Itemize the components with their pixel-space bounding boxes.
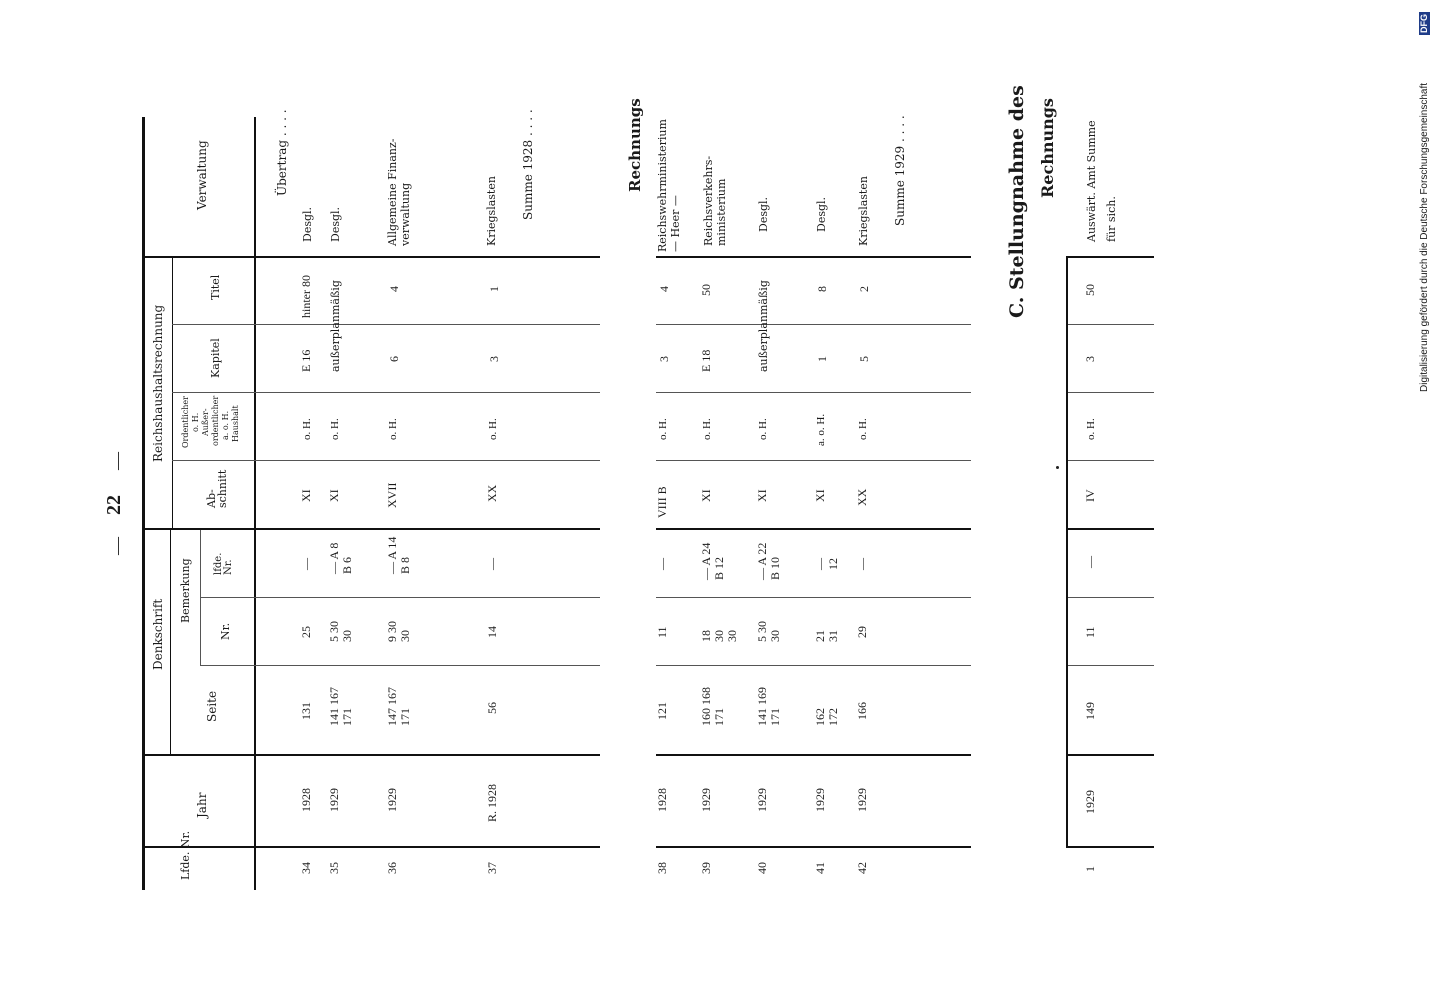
row-4-nr: 14 — [485, 626, 499, 638]
page-dash-right: — — [107, 452, 127, 470]
row-7-haushalt: o. H. — [701, 418, 713, 440]
row-8-seite: 141 169 171 — [755, 687, 782, 726]
col-sep-haushalt-lower — [656, 392, 971, 393]
row-3-lnr: — A 14 B 8 — [385, 536, 412, 574]
row-9-haushalt: a. o. H. — [815, 413, 827, 446]
row-3-verwaltung: Allgemeine Finanz- verwaltung — [386, 138, 412, 246]
header-haushalt-6: Haushalt — [231, 405, 240, 442]
header-titel: Titel — [209, 274, 222, 300]
row-12-verwaltung: Auswärt. Amt Summe für sich. — [1085, 120, 1118, 242]
row-8-haushalt: o. H. — [757, 418, 769, 440]
side-credit: Digitalisierung gefördert durch die Deutsche Forschungsgemeinschaft — [1419, 82, 1430, 392]
row-6-jahr: 1928 — [655, 788, 669, 812]
row-6-seite: 121 — [655, 702, 669, 720]
row-7-titel: 50 — [699, 284, 713, 296]
row-7-jahr: 1929 — [699, 788, 713, 812]
row-9-jahr: 1929 — [813, 788, 827, 812]
row-6-titel: 4 — [657, 286, 671, 292]
row-3-kapitel: 6 — [387, 356, 401, 362]
header-verwaltung: Verwaltung — [195, 140, 209, 210]
col-sep-kapitel — [172, 324, 600, 325]
c-block-left-border — [1066, 256, 1068, 848]
row-3-seite: 147 167 171 — [385, 687, 412, 726]
row-7-lfde: 39 — [699, 862, 713, 874]
section-c-title: C. Stellungnahme des — [1006, 85, 1028, 318]
col-sep-abschnitt — [172, 460, 600, 461]
row-7-abschnitt: XI — [699, 489, 713, 502]
row-8-kapitel: außerplanmäßig — [757, 280, 770, 372]
row-10-verwaltung: Kriegslasten — [857, 176, 870, 246]
row-3-nr: 9 30 30 — [385, 621, 412, 642]
header-bottom-line — [254, 117, 256, 890]
header-sub-line-rhr — [172, 258, 173, 530]
header-kapitel: Kapitel — [209, 338, 222, 378]
col-sep-nr-lower — [656, 597, 971, 598]
col-sep-haushalt-c — [1068, 392, 1154, 393]
row-8-lnr: — A 22 B 10 — [755, 542, 782, 580]
row-2-kapitel: außerplanmäßig — [329, 280, 342, 372]
row-12-haushalt: o. H. — [1085, 418, 1097, 440]
row-9-abschnitt: XI — [813, 489, 827, 502]
row-12-titel: 50 — [1083, 284, 1097, 296]
row-4-abschnitt: XX — [485, 484, 499, 502]
row-9-lfde: 41 — [813, 862, 827, 874]
row-12-kapitel: 3 — [1083, 356, 1097, 362]
header-sub-line-denkschrift — [170, 530, 171, 754]
col-sep-seite — [200, 665, 600, 666]
row-3-titel: 4 — [387, 286, 401, 292]
row-12-seite: 149 — [1083, 702, 1097, 720]
row-9-kapitel: 1 — [815, 356, 829, 362]
row-1-abschnitt: XI — [299, 489, 313, 502]
row-4-seite: 56 — [485, 702, 499, 714]
col-sep-lfde-lower — [656, 846, 971, 848]
row-4-verwaltung: Kriegslasten — [485, 176, 498, 246]
row-11-verwaltung: Summe 1929 . . . . — [893, 115, 907, 226]
row-6-abschnitt: VIII B — [655, 486, 669, 518]
header-bemerkung: Bemerkung — [179, 558, 192, 623]
row-7-lnr: — A 24 B 12 — [699, 542, 726, 580]
row-12-nr: 11 — [1083, 626, 1097, 638]
row-3-abschnitt: XVII — [385, 482, 399, 508]
col-sep-kapitel-lower — [656, 324, 971, 325]
row-9-verwaltung: Desgl. — [815, 196, 828, 232]
row-12-abschnitt: IV — [1083, 489, 1097, 502]
row-4-kapitel: 3 — [487, 356, 501, 362]
col-sep-bemerkung — [142, 528, 600, 530]
row-9-seite: 162 172 — [813, 708, 840, 726]
row-9-nr: 21 31 — [813, 630, 840, 642]
row-8-abschnitt: XI — [755, 489, 769, 502]
row-2-seite: 141 167 171 — [327, 687, 354, 726]
table-left-border — [142, 117, 145, 890]
row-4-lnr: — — [485, 558, 499, 570]
row-1-lfde: 34 — [299, 862, 313, 874]
scan-speck — [1056, 466, 1059, 469]
dfg-logo: DFG — [1419, 14, 1429, 33]
row-10-lfde: 42 — [855, 862, 869, 874]
row-2-abschnitt: XI — [327, 489, 341, 502]
col-sep-jahr-lower — [656, 754, 971, 756]
row-10-abschnitt: XX — [855, 488, 869, 506]
header-haushalt-1: Ordentlicher — [181, 396, 190, 448]
row-10-jahr: 1929 — [855, 788, 869, 812]
col-sep-haushalt — [172, 392, 600, 393]
row-12-lfde: 1 — [1083, 866, 1097, 872]
col-sep-bemerkung-c — [1068, 528, 1154, 530]
row-6-verwaltung: Reichswehrministerium — Heer — — [656, 119, 682, 252]
row-4-haushalt: o. H. — [487, 418, 499, 440]
row-6-nr: 11 — [655, 626, 669, 638]
row-2-haushalt: o. H. — [329, 418, 341, 440]
row-6-lfde: 38 — [655, 862, 669, 874]
header-haushalt-2: o. H. — [191, 412, 200, 432]
col-sep-titel — [142, 256, 600, 258]
row-10-haushalt: o. H. — [857, 418, 869, 440]
col-sep-lfde — [142, 846, 600, 848]
row-4-lfde: 37 — [485, 862, 499, 874]
header-rhr: Reichshaushaltsrechnung — [151, 304, 165, 462]
row-10-seite: 166 — [855, 702, 869, 720]
section-b-note: Rechnungs — [626, 98, 644, 192]
row-2-lnr: — A 8 B 6 — [327, 542, 354, 574]
row-6-lnr: — — [655, 558, 669, 570]
row-1-haushalt: o. H. — [301, 418, 313, 440]
section-c-sub: Rechnungs — [1038, 98, 1057, 198]
col-sep-kapitel-c — [1068, 324, 1154, 325]
header-seite: Seite — [205, 690, 219, 722]
row-1-lnr: — — [299, 558, 313, 570]
col-sep-titel-c — [1068, 256, 1154, 258]
row-1-seite: 131 — [299, 702, 313, 720]
header-denkschrift: Denkschrift — [151, 598, 165, 670]
col-sep-nr-c — [1068, 597, 1154, 598]
row-1-verwaltung: Desgl. — [301, 206, 314, 242]
row-9-lnr: — 12 — [813, 558, 840, 570]
row-8-jahr: 1929 — [755, 788, 769, 812]
col-sep-abschnitt-lower — [656, 460, 971, 461]
row-10-nr: 29 — [855, 626, 869, 638]
row-10-lnr: — — [855, 558, 869, 570]
col-sep-lfde-c — [1068, 846, 1154, 848]
header-haushalt-4: ordentlicher — [211, 395, 220, 446]
col-sep-titel-lower — [656, 256, 971, 258]
col-sep-seite-lower — [656, 665, 971, 666]
col-sep-nr — [200, 597, 600, 598]
page-number: 22 — [103, 495, 125, 515]
row-3-haushalt: o. H. — [387, 418, 399, 440]
row-10-titel: 2 — [857, 286, 871, 292]
col-sep-bemerkung-lower — [656, 528, 971, 530]
row-4-titel: 1 — [487, 286, 501, 292]
header-haushalt-3: Außer- — [201, 408, 210, 436]
row-2-jahr: 1929 — [327, 788, 341, 812]
header-lfde-nr: Lfde. Nr. — [179, 830, 192, 880]
row-7-nr: 18 30 30 — [699, 630, 739, 642]
row-12-jahr: 1929 — [1083, 790, 1097, 814]
row-0-verwaltung: Übertrag . . . . — [275, 109, 289, 196]
row-7-seite: 160 168 171 — [699, 687, 726, 726]
row-6-kapitel: 3 — [657, 356, 671, 362]
col-sep-jahr — [142, 754, 600, 756]
row-3-lfde: 36 — [385, 862, 399, 874]
row-9-titel: 8 — [815, 286, 829, 292]
row-1-jahr: 1928 — [299, 788, 313, 812]
row-2-lfde: 35 — [327, 862, 341, 874]
header-abschnitt: Ab- schnitt — [205, 469, 229, 508]
header-haushalt-5: a. o. H. — [221, 410, 230, 440]
row-1-kapitel: E 16 — [299, 349, 313, 372]
row-8-lfde: 40 — [755, 862, 769, 874]
row-8-verwaltung: Desgl. — [757, 196, 770, 232]
row-8-nr: 5 30 30 — [755, 621, 782, 642]
row-1-titel: hinter 80 — [299, 275, 313, 318]
row-5-verwaltung: Summe 1928 . . . . — [521, 109, 535, 220]
header-jahr: Jahr — [195, 792, 209, 818]
row-6-haushalt: o. H. — [657, 418, 669, 440]
row-7-verwaltung: Reichsverkehrs- ministerium — [702, 155, 728, 246]
col-sep-abschnitt-c — [1068, 460, 1154, 461]
col-sep-jahr-c — [1068, 754, 1154, 756]
row-4-jahr: R. 1928 — [485, 783, 499, 822]
header-bem-nr: Nr. — [219, 622, 232, 640]
row-7-kapitel: E 18 — [699, 349, 713, 372]
row-3-jahr: 1929 — [385, 788, 399, 812]
header-bem-lfde-nr: lfde. Nr. — [213, 552, 234, 575]
row-12-lnr: — — [1083, 556, 1097, 568]
col-sep-seite-c — [1068, 665, 1154, 666]
page-dash-left: — — [107, 537, 127, 555]
row-1-nr: 25 — [299, 626, 313, 638]
row-2-verwaltung: Desgl. — [329, 206, 342, 242]
row-2-nr: 5 30 30 — [327, 621, 354, 642]
row-10-kapitel: 5 — [857, 356, 871, 362]
